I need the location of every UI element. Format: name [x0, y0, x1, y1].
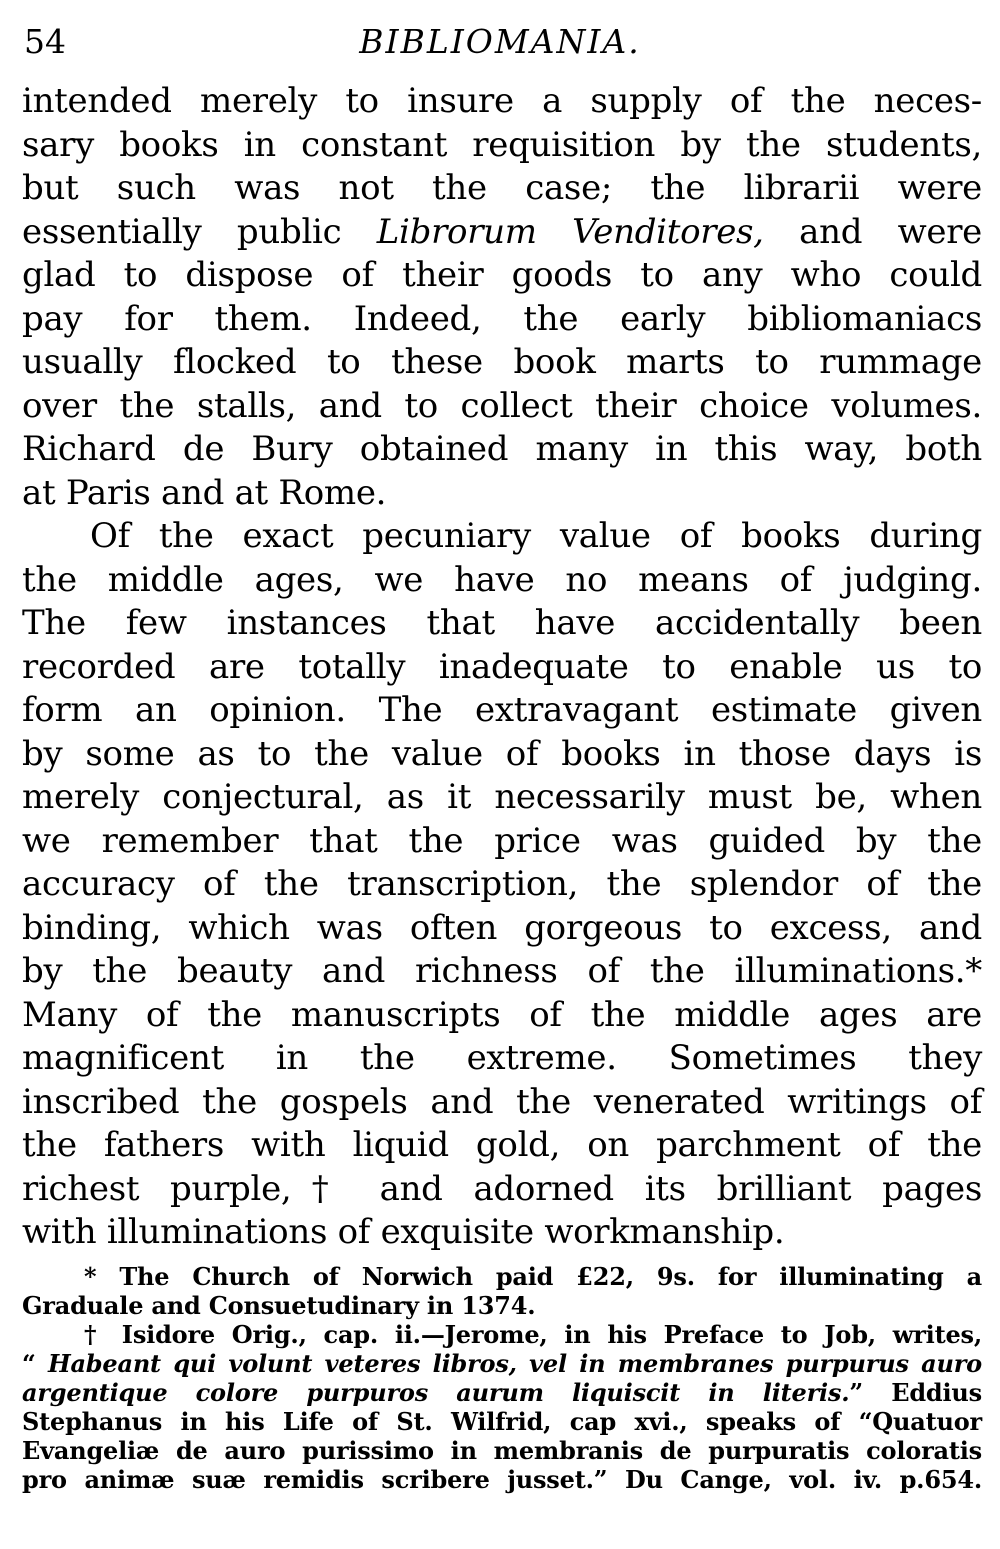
body-line: by some as to the value of books in those days is — [22, 733, 982, 774]
body-line: the fathers with liquid gold, on parchment of the — [22, 1125, 982, 1165]
footnote-line: Evangeliæ de auro purissimo in membranis de purpuratis coloratis — [22, 1436, 982, 1465]
page-header — [22, 20, 982, 68]
body-line: richest purple,† and adorned its brilliant pages — [22, 1168, 982, 1209]
body-line: form an opinion. The extravagant estimate given — [22, 690, 982, 730]
body-line: recorded are totally inadequate to enable us to — [22, 646, 982, 687]
footnote-text-run: ” Eddius — [849, 1378, 982, 1407]
body-text-run: essentially public — [22, 211, 377, 252]
body-line: magnificent in the extreme. Sometimes they — [22, 1038, 982, 1078]
body-line: glad to dispose of their goods to any who could — [22, 255, 982, 295]
italic-quote: Habeant qui volunt veteres libros, vel in membranes purpurus auro — [47, 1349, 982, 1378]
running-title: BIBLIOMANIA. — [359, 22, 641, 61]
footnote-line — [22, 1349, 982, 1378]
body-line: at Paris and at Rome. — [22, 472, 387, 513]
italic-phrase: Librorum Venditores, — [376, 211, 764, 252]
body-line: usually flocked to these book marts to rummage — [22, 342, 982, 382]
footnote-line: pro animæ suæ remidis scribere jusset.” Du Cange, vol. iv. p.654. — [22, 1465, 982, 1494]
body-line: pay for them. Indeed, the early bibliomaniacs — [22, 298, 982, 339]
body-line: Richard de Bury obtained many in this way, both — [22, 429, 982, 469]
body-line: accuracy of the transcription, the splendor of the — [22, 864, 982, 904]
body-line: with illuminations of exquisite workmanship. — [22, 1212, 785, 1252]
body-line: intended merely to insure a supply of the neces- — [22, 81, 982, 121]
footnote-line: Stephanus in his Life of St. Wilfrid, cap xvi., speaks of “Quatuor — [22, 1407, 982, 1436]
footnotes — [22, 1262, 982, 1494]
footnote-line: * The Church of Norwich paid £22, 9s. for illuminating a — [84, 1262, 982, 1291]
body-line: the middle ages, we have no means of judging. — [22, 559, 982, 600]
body-line: but such was not the case; the librarii were — [22, 168, 982, 208]
page-number: 54 — [24, 22, 66, 61]
body-line: inscribed the gospels and the venerated writings of — [22, 1081, 982, 1122]
footnote-line — [22, 1378, 982, 1407]
footnote-line: Graduale and Consuetudinary in 1374. — [22, 1291, 536, 1320]
body-line: merely conjectural, as it necessarily must be, when — [22, 777, 982, 817]
body-text — [22, 80, 982, 1255]
body-text-run: and were — [763, 211, 982, 252]
footnote-text-run: “ — [22, 1349, 48, 1378]
footnote-line: † Isidore Orig., cap. ii.—Jerome, in his Preface to Job, writes, — [84, 1320, 982, 1349]
body-line: we remember that the price was guided by the — [22, 820, 982, 861]
body-line: Many of the manuscripts of the middle ages are — [22, 994, 982, 1035]
body-line: over the stalls, and to collect their choice volumes. — [22, 385, 982, 426]
italic-quote: argentique colore purpuros aurum liquiscit in literis. — [22, 1378, 850, 1407]
body-line — [22, 211, 982, 255]
body-line: The few instances that have accidentally been — [22, 603, 982, 643]
body-line: Of the exact pecuniary value of books during — [90, 516, 982, 556]
body-line: sary books in constant requisition by the students, — [22, 124, 982, 165]
body-line: binding, which was often gorgeous to excess, and — [22, 907, 982, 948]
body-line: by the beauty and richness of the illuminations.* — [22, 951, 982, 991]
